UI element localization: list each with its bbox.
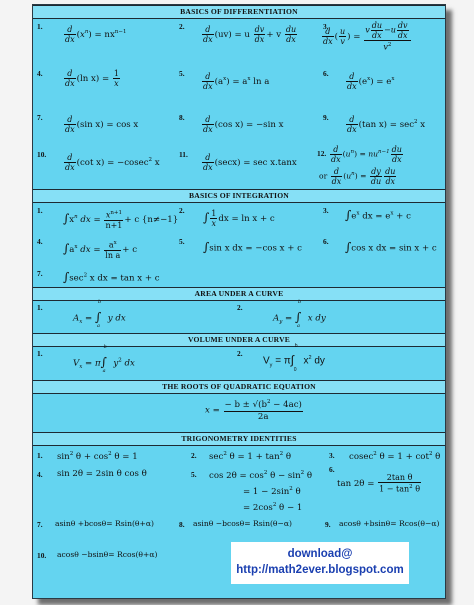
trig-number-1: 1. <box>37 451 43 460</box>
formula-text: x <box>417 120 426 130</box>
section-title-area: AREA UNDER A CURVE <box>33 287 445 301</box>
volume-number-2: 2. <box>237 349 243 358</box>
trig-number-7: 7. <box>37 520 43 529</box>
formula-text: x dy <box>307 313 326 324</box>
formula-text: ) = a <box>226 77 248 87</box>
formula-text: θ − 1 <box>276 502 303 513</box>
formula-trig-cos2: $\cos 2\theta = \cos^2 \theta - \sin^2 \theta$ <box>209 470 313 481</box>
formula-text: 2tan θ <box>386 473 413 482</box>
formula-text: 2a <box>224 411 303 423</box>
formula-trig-rcos-plus: acosθ −bsinθ= Rcos(θ+α) <box>57 550 158 559</box>
diff-number-2: 2. <box>179 22 185 31</box>
diff-number-1: 1. <box>37 22 43 31</box>
formula-text: (uv) = u <box>214 30 250 40</box>
formula-text: θ + cos <box>73 451 109 462</box>
section-title-trig: TRIGONOMETRY IDENTITIES <box>33 432 445 446</box>
formula-text: x dx = tan x + c <box>87 273 160 284</box>
trig-number-4: 4. <box>37 470 43 479</box>
formula-trig-cos2-alt2: = $2\cos^2$ θ − 1 <box>243 502 303 513</box>
diff-number-12: 12. <box>317 149 327 158</box>
area-number-2: 2. <box>237 303 243 312</box>
formula-trig-sin2: sin 2θ = 2sin θ cos θ <box>57 469 147 479</box>
formula-text: (tan x) = sec <box>358 120 415 130</box>
formula-diff-ln: $\frac{d}{dx}$ (ln x) = $\frac{1}{x}$ <box>65 69 119 88</box>
formula-text: ) = e <box>370 77 392 87</box>
section-title-integration: BASICS OF INTEGRATION <box>33 189 445 203</box>
int-number-2: 2. <box>179 206 185 215</box>
formula-text: (cot x) = −cosec <box>76 158 149 168</box>
formula-text: (e <box>358 77 368 87</box>
formula-text: y dx <box>107 313 126 324</box>
trig-number-2: 2. <box>191 451 197 460</box>
formula-text: cos x dx = sin x + c <box>351 243 437 254</box>
download-url[interactable]: http://math2ever.blogspot.com <box>236 564 404 576</box>
formula-diff-cot: $\frac{d}{dx}$ (cot x) = −cosec$^2$ x <box>65 153 160 172</box>
formula-volume-y: $V_y = \pi$ b ∫ 0 $x^2$ dy <box>263 343 325 373</box>
formula-text: x <box>152 158 160 168</box>
formula-trig-cos2-alt1: = $1 - 2\sin^2$ θ <box>243 486 301 497</box>
diff-number-6: 6. <box>323 69 329 78</box>
formula-text: sin <box>57 451 70 462</box>
section-title-differentiation: BASICS OF DIFFERENTIATION <box>33 5 445 19</box>
formula-text: θ <box>292 486 301 497</box>
formula-volume-x: $V_x = \pi$ b ∫ a $y^2$ dx <box>73 344 135 374</box>
formula-trig-rsin-minus: asinθ −bcosθ= Rsin(θ−α) <box>193 519 292 528</box>
trig-number-10: 10. <box>37 551 47 560</box>
formula-diff-power: $\frac{d}{dx}$ $(x^n) = nx^{n-1}$ <box>65 25 127 44</box>
formula-text: − b ± √(b <box>224 399 267 410</box>
formula-text: 1 − tan <box>379 484 410 494</box>
diff-number-9: 9. <box>323 113 329 122</box>
formula-trig-pythag: $\sin^2 \theta + \cos^2 \theta = 1$ <box>57 451 138 462</box>
formula-diff-exp-a: $\frac{d}{dx}$ $(a^x) = a^x$ ln a <box>203 72 270 91</box>
formula-text: (cos x) = −sin x <box>214 120 284 130</box>
formula-text: cosec <box>349 451 374 462</box>
formula-text: y <box>113 358 119 369</box>
formula-diff-chain-alt: or $\frac{d}{dx}$ $(u^n)$ = $\frac{dy}{du}$ $\frac{du}{dx}$ <box>319 167 396 186</box>
int-number-7: 7. <box>37 269 43 278</box>
formula-text: θ <box>432 451 441 462</box>
formula-text: θ = 1 + tan <box>226 451 280 462</box>
formula-text: (secx) = sec x.tanx <box>214 158 297 168</box>
formula-text: dx = e <box>359 211 391 222</box>
formula-quadratic-roots: x = $\frac{- b \pm √(b^2 - 4ac)}{2a}$ <box>205 399 302 422</box>
formula-text: ln a <box>250 77 270 87</box>
formula-text: x <box>303 355 309 367</box>
diff-number-3: 3. <box>323 22 329 31</box>
volume-number-1: 1. <box>37 349 43 358</box>
formula-text: or <box>319 171 328 181</box>
formula-text: (ln x) = <box>76 74 110 84</box>
formula-text: + c <box>393 211 411 222</box>
formula-text: θ = 1 + cot <box>376 451 429 462</box>
formula-int-sin: ∫sin x dx = −cos x + c <box>203 240 302 254</box>
formula-int-exp-a: $\int a^x$ dx = $\frac{a^x}{\text{ln a}}$ + c <box>63 240 138 260</box>
formula-area-y: $A_y$ = b ∫ a x dy <box>273 299 326 329</box>
diff-number-7: 7. <box>37 113 43 122</box>
int-number-4: 4. <box>37 237 43 246</box>
formula-text: = 1 − 2sin <box>243 486 290 497</box>
formula-text: θ <box>412 484 421 494</box>
formula-trig-rsin-plus: asinθ +bcosθ= Rsin(θ+α) <box>55 519 154 528</box>
formula-text: + v <box>266 30 282 40</box>
formula-diff-quotient: $\frac{d}{dx}$ ( $\frac{u}{v}$ ) = v $\frac{du}{dx}$ −u $\frac{dv}{dx}$ $v^2$ <box>321 21 412 52</box>
formula-text: dy <box>311 355 325 367</box>
formula-text: sec <box>209 451 224 462</box>
trig-number-3: 3. <box>329 451 335 460</box>
diff-number-11: 11. <box>179 150 188 159</box>
formula-text: + c {n≠−1} <box>124 214 179 225</box>
formula-text: θ − sin <box>267 470 301 481</box>
diff-number-10: 10. <box>37 150 47 159</box>
formula-text: e <box>351 211 357 222</box>
formula-text: dx <box>121 358 135 369</box>
formula-text: − 4ac) <box>270 399 302 410</box>
formula-trig-cosec: cosec$^2$ $\theta = 1 + \cot^2 \theta$ <box>349 451 441 462</box>
download-title: download@ <box>287 548 353 560</box>
formula-text: sec <box>69 273 84 284</box>
formula-sheet <box>32 4 446 599</box>
formula-diff-chain: $\frac{d}{dx}$ $(u^n) = nu^{n-1}$ $\frac{du}{dx}$ <box>331 145 402 164</box>
formula-diff-tan: $\frac{d}{dx}$ (tan $x) = \sec^2 x$ <box>347 115 426 134</box>
formula-text: + c <box>122 244 138 255</box>
trig-number-8: 8. <box>179 520 185 529</box>
trig-number-5: 5. <box>191 470 197 479</box>
formula-int-power: $\int x^n$ dx = $\frac{x^{n+1}}{n+1}$ + c {n≠−1} <box>63 210 179 230</box>
formula-trig-sec: $\sec^2 \theta = 1 + \tan^2 \theta$ <box>209 451 292 462</box>
formula-trig-rcos-minus: acosθ +bsinθ= Rcos(θ−α) <box>339 519 440 528</box>
formula-int-cos: ∫cos x dx = sin x + c <box>345 240 437 254</box>
trig-number-9: 9. <box>325 520 331 529</box>
formula-trig-tan2: tan 2θ = $\frac{\text{2tan θ}}{1 - \tan^2 \theta}$ <box>337 473 421 494</box>
formula-text: (a <box>214 77 224 87</box>
formula-text: x = <box>205 405 220 416</box>
formula-text: θ = 1 <box>111 451 138 462</box>
formula-int-sec2: $\int\sec^2$ x dx = tan x + c <box>63 270 160 284</box>
download-box <box>231 542 409 584</box>
area-number-1: 1. <box>37 303 43 312</box>
formula-exp: n−1 <box>114 29 127 36</box>
formula-text: = 2cos <box>243 502 273 513</box>
formula-diff-exp-e: $\frac{d}{dx}$ $(e^x) = e^x$ <box>347 72 395 91</box>
formula-text: sin x dx = −cos x + c <box>209 243 302 254</box>
int-number-3: 3. <box>323 206 329 215</box>
diff-number-8: 8. <box>179 113 185 122</box>
formula-text: dx = ln x + c <box>218 214 275 224</box>
trig-number-6: 6. <box>329 465 335 474</box>
formula-diff-product: $\frac{d}{dx}$ (uv) = u $\frac{dv}{dx}$ + v $\frac{du}{dx}$ <box>203 25 297 44</box>
int-number-6: 6. <box>323 237 329 246</box>
formula-text: θ <box>304 470 313 481</box>
formula-diff-sin: $\frac{d}{dx}$ (sin x) = cos x <box>65 115 139 134</box>
diff-number-4: 4. <box>37 69 43 78</box>
formula-diff-cos: $\frac{d}{dx}$ (cos x) = −sin x <box>203 115 284 134</box>
formula-text: (sin x) = cos x <box>76 120 139 130</box>
diff-number-5: 5. <box>179 69 185 78</box>
formula-text: = nx <box>94 30 115 40</box>
formula-diff-sec: $\frac{d}{dx}$ (secx) = sec x.tanx <box>203 153 297 172</box>
formula-text: θ <box>283 451 292 462</box>
formula-text: tan 2θ = <box>337 478 375 489</box>
int-number-5: 5. <box>179 237 185 246</box>
int-number-1: 1. <box>37 206 43 215</box>
formula-int-exp: $\int e^x$ dx = $e^x + c$ <box>345 208 411 222</box>
formula-text: cos 2θ = cos <box>209 470 264 481</box>
formula-int-reciprocal: ∫ $\frac{1}{x}$ dx = ln x + c <box>203 209 275 228</box>
section-title-volume: VOLUME UNDER A CURVE <box>33 333 445 347</box>
section-title-quadratic: THE ROOTS OF QUADRATIC EQUATION <box>33 380 445 394</box>
formula-text: x <box>69 214 75 225</box>
formula-area-x: $A_x$ = b ∫ a y dx <box>73 299 126 329</box>
